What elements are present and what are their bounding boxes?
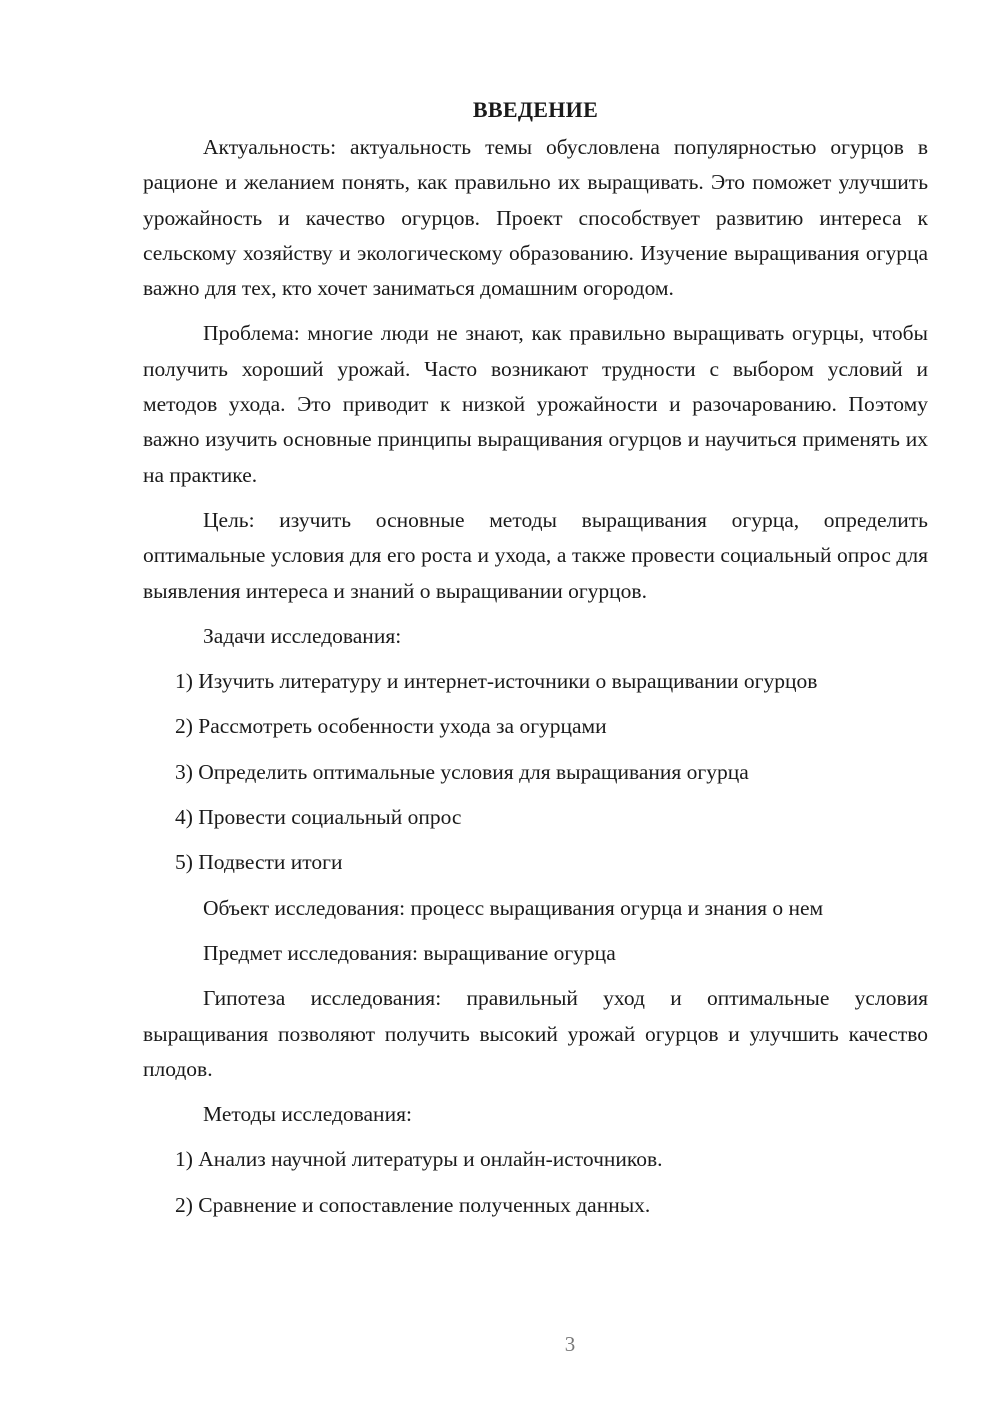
- document-page: [143, 90, 928, 1223]
- page-title: ВВЕДЕНИЕ: [472, 97, 599, 122]
- methods-section: [143, 1097, 928, 1223]
- relevance-paragraph: Актуальность: актуальность темы обусловлена популярностью огурцов в рационе и желанием понять, как правильно их выращивать. Это поможет улучшить урожайность и качество огурцов. Проект способствует развитию интереса к сельскому хозяйству и экологическому образованию. Изучение выращивания огурца важно для тех, кто хочет заниматься домашним огородом.: [143, 135, 928, 301]
- task-item: 4) Провести социальный опрос: [175, 805, 462, 830]
- tasks-section: [143, 619, 928, 881]
- task-item: 3) Определить оптимальные условия для выращивания огурца: [175, 759, 749, 784]
- page-number: 3: [564, 1332, 576, 1356]
- task-item: 5) Подвести итоги: [175, 850, 343, 875]
- object-line: Объект исследования: процесс выращивания огурца и знания о нем: [203, 895, 824, 920]
- goal-paragraph: Цель: изучить основные методы выращивания огурца, определить оптимальные условия для его роста и ухода, а также провести социальный опрос для выявления интереса и знаний о выращивании огурцов.: [143, 507, 928, 603]
- problem-paragraph: Проблема: многие люди не знают, как правильно выращивать огурцы, чтобы получить хороший урожай. Часто возникают трудности с выбором условий и методов ухода. Это приводит к низкой урожайности и разочарованию. Поэтому важно изучить основные принципы выращивания огурцов и научиться применять их на практике.: [143, 321, 928, 487]
- method-item: 2) Сравнение и сопоставление полученных данных.: [175, 1192, 651, 1217]
- subject-line: Предмет исследования: выращивание огурца: [203, 940, 616, 965]
- tasks-heading: Задачи исследования:: [203, 623, 402, 648]
- methods-heading: Методы исследования:: [203, 1102, 412, 1127]
- task-item: 2) Рассмотреть особенности ухода за огурцами: [175, 714, 607, 739]
- method-item: 1) Анализ научной литературы и онлайн-источников.: [175, 1147, 663, 1172]
- task-item: 1) Изучить литературу и интернет-источники о выращивании огурцов: [175, 669, 818, 694]
- hypothesis-paragraph: Гипотеза исследования: правильный уход и оптимальные условия выращивания позволяют получить высокий урожай огурцов и улучшить качество плодов.: [143, 986, 928, 1081]
